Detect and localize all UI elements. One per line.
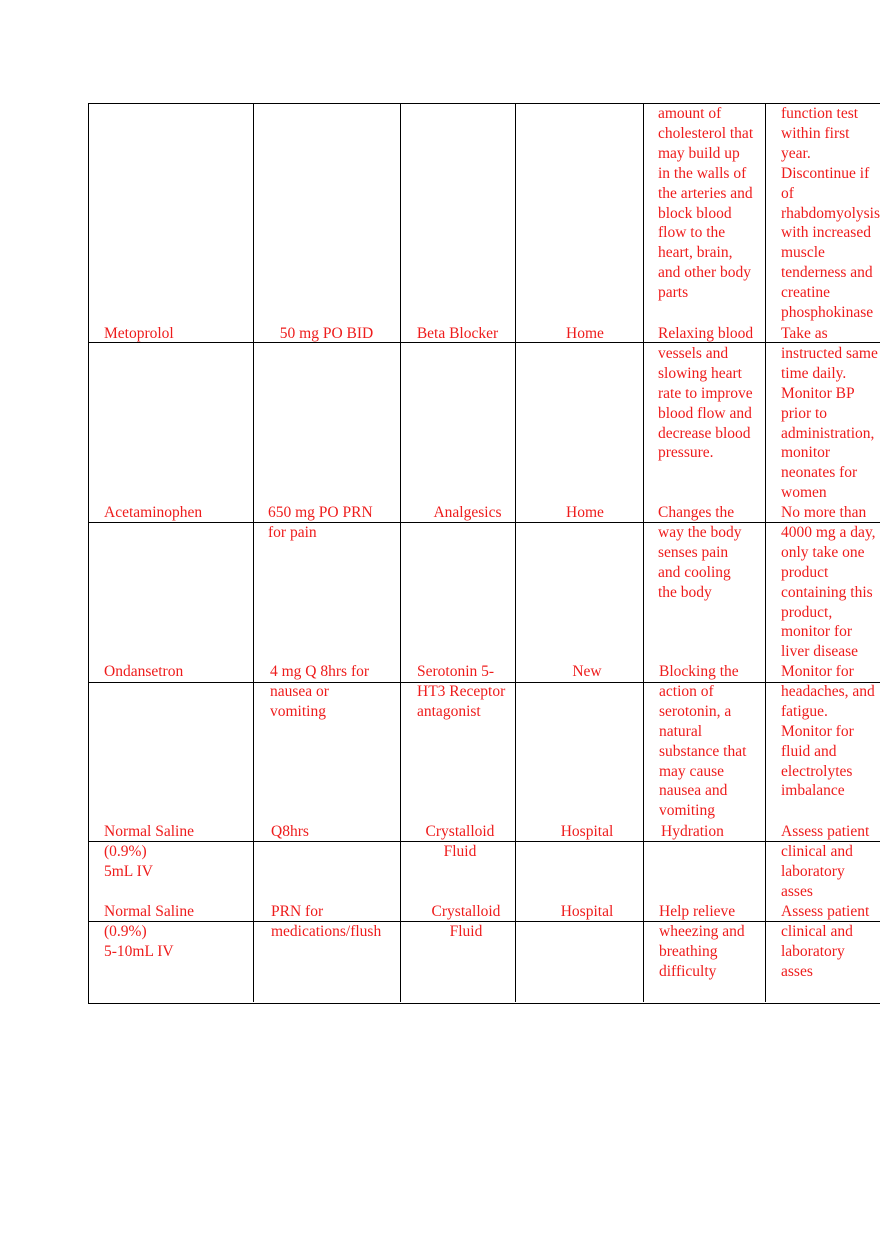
table-cell-nursing: Monitor for headaches, and fatigue. Monitor for fluid and electrolytes imbalance: [781, 663, 875, 800]
table-cell-setting: Hospital: [560, 903, 614, 920]
table-cell-class: Crystalloid Fluid: [431, 903, 501, 940]
table-cell-dose: PRN for medications/flush: [271, 903, 382, 940]
table-cell-dose: 650 mg PO PRN for pain: [268, 504, 373, 541]
table-cell-action: Blocking the action of serotonin, a natural substance that may cause nausea and vomiting: [659, 663, 747, 820]
table-cell-class: Serotonin 5- HT3 Receptor antagonist: [417, 663, 506, 720]
table-cell-dose: 4 mg Q 8hrs for nausea or vomiting: [270, 663, 370, 720]
column-rule: [643, 103, 644, 1002]
column-rule: [515, 103, 516, 1002]
table-cell-dose: 50 mg PO BID: [279, 325, 374, 342]
table-cell-nursing: Assess patient clinical and laboratory asses: [781, 903, 870, 980]
table-cell-action: Changes the way the body senses pain and cooling the body: [658, 504, 742, 601]
medication-table: [88, 103, 880, 1004]
column-rule: [253, 103, 254, 1002]
column-rule: [400, 103, 401, 1002]
table-cell-action: amount of cholesterol that may build up in the walls of the arteries and block blood flow to the heart, brain, and other body parts: [658, 105, 754, 302]
table-cell-setting: New: [572, 663, 602, 680]
table-cell-setting: Home: [566, 325, 604, 342]
table-cell-class: Crystalloid Fluid: [425, 823, 495, 860]
table-cell-class: Analgesics: [433, 504, 502, 521]
table-cell-nursing: Take as instructed same time daily. Monitor BP prior to administration, monitor neonates for women: [781, 325, 878, 502]
table-cell-action: Relaxing blood vessels and slowing heart rate to improve blood flow and decrease blood pressure.: [658, 325, 754, 462]
table-cell-name: Normal Saline (0.9%) 5-10mL IV: [104, 903, 194, 960]
table-cell-dose: Q8hrs: [271, 823, 309, 840]
table-cell-action: Hydration: [661, 823, 724, 840]
table-cell-name: Metoprolol: [104, 325, 174, 342]
table-cell-name: Ondansetron: [104, 663, 184, 680]
table-cell-name: Normal Saline (0.9%) 5mL IV: [104, 823, 194, 880]
table-cell-nursing: Assess patient clinical and laboratory asses: [781, 823, 870, 900]
column-rule: [765, 103, 766, 1002]
table-cell-action: Help relieve wheezing and breathing difficulty: [659, 903, 745, 980]
table-cell-class: Beta Blocker: [416, 325, 499, 342]
table-cell-nursing: No more than 4000 mg a day, only take one product containing this product, monitor for liver disease: [781, 504, 876, 661]
table-cell-setting: Hospital: [560, 823, 614, 840]
table-cell-name: Acetaminophen: [104, 504, 203, 521]
table-cell-setting: Home: [566, 504, 604, 521]
table-cell-nursing: function test within first year. Discontinue if of rhabdomyolysis with increased muscle tenderness and creatine phosphokinase: [781, 105, 880, 322]
